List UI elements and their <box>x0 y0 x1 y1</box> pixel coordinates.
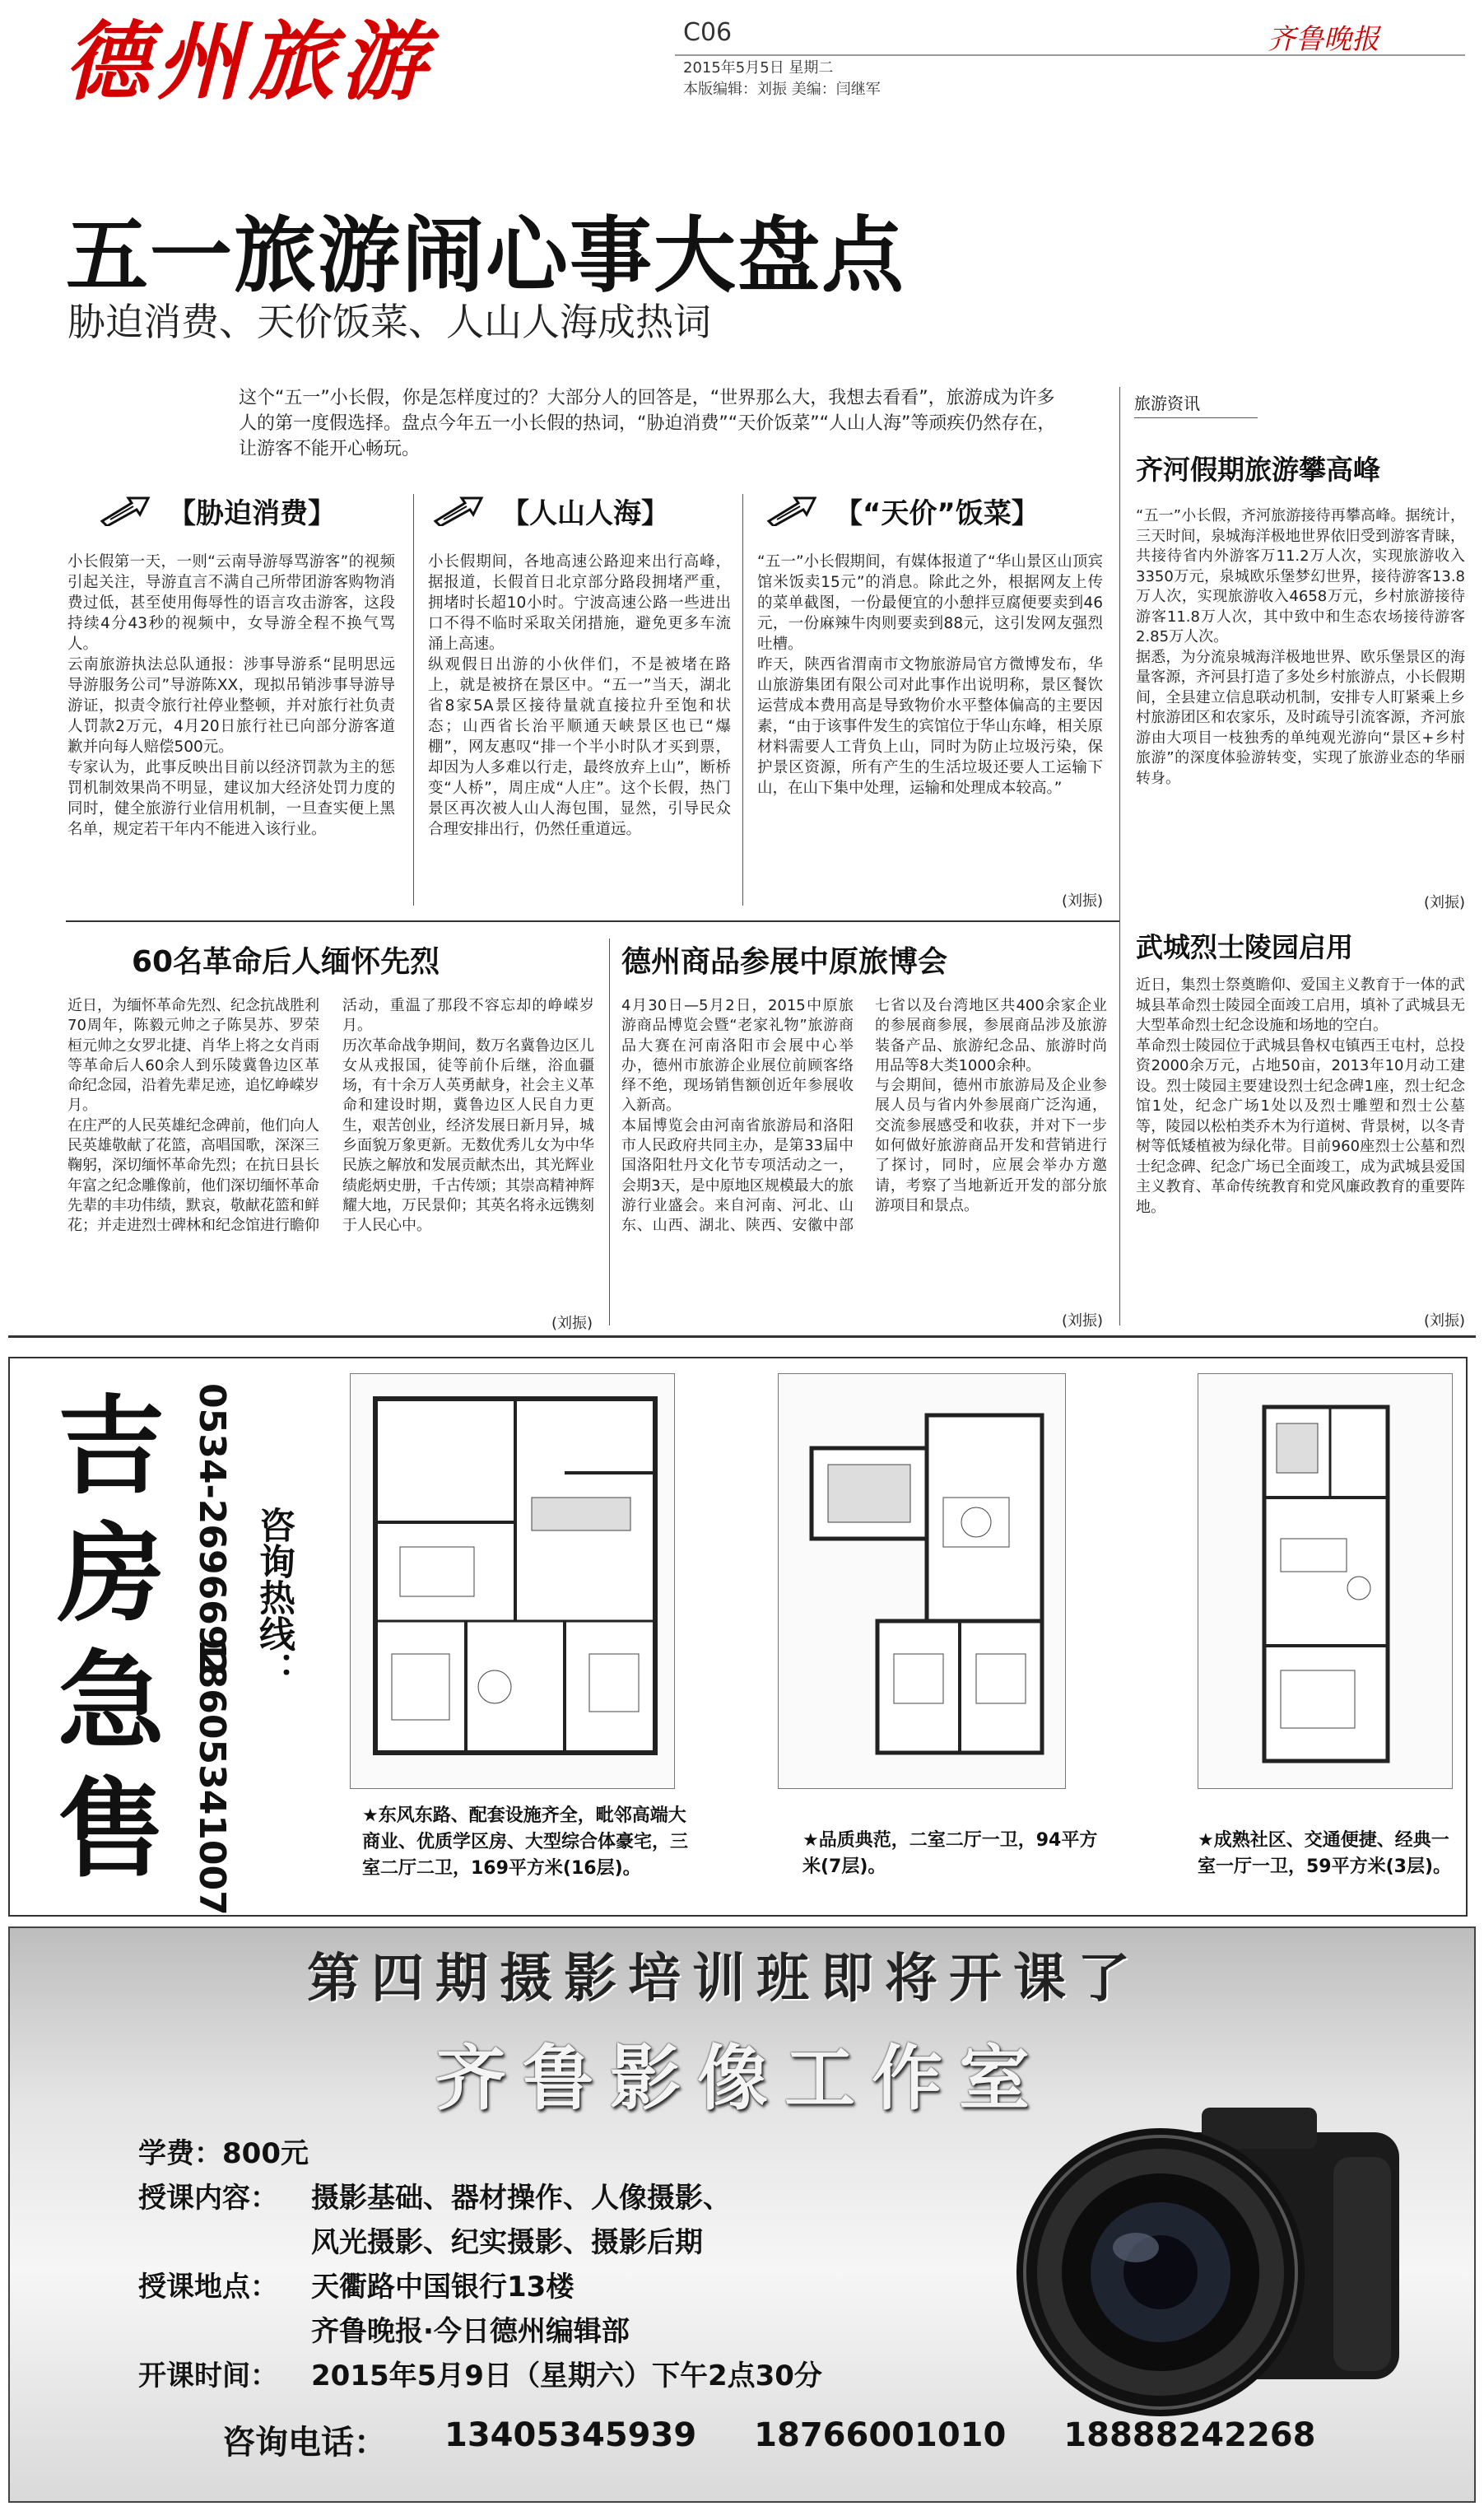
martyrs-story-title: 60名革命后人缅怀先烈 <box>132 945 440 979</box>
section-logo: 德州旅游 <box>64 12 434 112</box>
byline: (刘振) <box>551 1315 593 1332</box>
column-divider <box>609 939 610 1325</box>
floor-plan-drawing <box>351 1374 676 1790</box>
byline: (刘振) <box>1061 1312 1103 1330</box>
floor-plan-1 <box>350 1373 675 1789</box>
plan-caption: ★成熟社区、交通便捷、经典一室一厅一卫，59平方米(3层)。 <box>1198 1830 1452 1877</box>
paper-logo: 齐鲁晚报 <box>1268 23 1379 56</box>
arrow-icon <box>432 495 485 526</box>
location-line-2: 齐鲁晚报·今日德州编辑部 <box>311 2315 630 2348</box>
time-value: 2015年5月9日（星期六）下午2点30分 <box>311 2360 822 2392</box>
sidebar-story2-body: 近日，集烈士祭奠瞻仰、爱国主义教育于一体的武城县革命烈士陵园全面竣工启用，填补了武城县无大型革命烈士纪念设施和场地的空白。 革命烈士陵园位于武城县鲁权屯镇西王屯村，总投资2000余万元，占地50亩，2013年10月动工建设。烈士陵园主要建设烈士纪念碑1座，烈士纪念馆1处，纪念广场1处以及烈士雕塑和烈士公墓等，陵园以松柏类乔木为行道树、背景树，以冬青树等低矮植被为绿化带。目前960座烈士公墓和烈士纪念碑、纪念广场已全面竣工，成为武城县爱国主义教育、革命传统教育和党风廉政教育的重要阵地。 <box>1136 976 1465 1216</box>
expo-story-body: 4月30日—5月2日，2015中原旅游商品博览会暨“老家礼物”旅游商品大赛在河南洛阳市会展中心举办，德州市旅游企业展位前顾客络绎不绝，现场销售额创近年参展收入新高。 本届博览会由河南省旅游局和洛阳市人民政府共同主办，是第33届中国洛阳牡丹文化节专项活动之一，会期3天，是中原地区规模最大的旅游行业盛会。来自河南、河北、山东、山西、湖北、陕西、安徽中部七省以及台湾地区共400余家企业的参展商参展，参展商品涉及旅游装备产品、旅游纪念品、旅游时尚用品等8大类1000余种。 与会期间，德州市旅游局及企业参展人员与省内外参展商广泛沟通，交流参展感受和收获，并对下一步如何做好旅游商品开发和营销进行了探讨，同时，应展会举办方邀请，考察了当地新近开发的部分旅游项目和景点。 <box>621 997 1107 1235</box>
column-divider <box>413 494 414 906</box>
section-body-coercion: 小长假第一天，一则“云南导游辱骂游客”的视频引起关注，导游直言不满自己所带团游客购物消费过低，甚至使用侮辱性的语言攻击游客，这段持续4分43秒的视频中，女导游全程不换气骂人。 云南旅游执法总队通报：涉事导游系“昆明思远导游服务公司”导游陈XX，现拟吊销涉事导游导游证，拟责令旅行社停业整顿，并对旅行社负责人罚款2万元，4月20日旅行社已向部分游客道歉并向每人赔偿500元。 专家认为，此事反映出目前以经济罚款为主的惩罚机制效果尚不明显，建议加大经济处罚力度的同时，健全旅游行业信用机制，一旦查实便上黑名单，规定若干年内不能进入该行业。 <box>67 553 395 838</box>
masthead-meta <box>683 58 897 100</box>
floor-plan-3 <box>1198 1373 1453 1789</box>
sidebar-story1-body: “五一”小长假，齐河旅游接待再攀高峰。据统计，三天时间，泉城海洋极地世界依旧受到游客青睐，共接待省内外游客万11.2万人次，实现旅游收入3350万元，泉城欧乐堡梦幻世界，接待游客13.8万人次，实现旅游收入4658万元，乡村旅游接待游客11.8万人次，其中致中和生态农场接待游客2.85万人次。 据悉，为分流泉城海洋极地世界、欧乐堡景区的海量客源，齐河县打造了多处乡村旅游点，小长假期间，全县建立信息联动机制，安排专人盯紧乘上乡村旅游团区和农家乐，及时疏导引流客源，齐河旅游由大项目一枝独秀的单纯观光游向“景区+乡村旅游”的深度体验游转变，实现了旅游业态的华丽转身。 <box>1136 507 1465 787</box>
section-heading-label: 【人山人海】 <box>501 496 669 530</box>
content-label: 授课内容： <box>138 2182 278 2215</box>
column-divider <box>1119 387 1120 1325</box>
byline: (刘振) <box>1061 892 1103 910</box>
sidebar-tag: 旅游资讯 <box>1134 390 1258 418</box>
plan-caption: ★品质典范，二室二厅一卫，94平方米(7层)。 <box>802 1830 1098 1877</box>
phone-secondary: 18605341007 <box>191 1638 233 1916</box>
date-line: 2015年5月5日 星期二 <box>683 59 834 77</box>
ad-big-char: 急 <box>57 1639 165 1764</box>
section-heading-coercion <box>99 487 370 533</box>
floor-plan-drawing <box>1198 1374 1454 1790</box>
time-label: 开课时间： <box>138 2360 278 2392</box>
phone-label: 咨询电话： <box>222 2424 387 2462</box>
hotline-label: 咨询热线： <box>253 1507 295 1688</box>
content-line-2: 风光摄影、纪实摄影、摄影后期 <box>311 2226 703 2259</box>
location-line-1: 天衢路中国银行13楼 <box>311 2271 575 2304</box>
column-divider <box>742 494 743 906</box>
sidebar-story2-title: 武城烈士陵园启用 <box>1136 931 1353 963</box>
section-heading-pricey-food <box>765 487 1045 533</box>
ads-rule <box>8 1335 1476 1338</box>
plan-caption: ★东风东路、配套设施齐全，毗邻高端大商业、优质学区房、大型综合体豪宅，三室二厅二卫，169平方米(16层)。 <box>362 1805 689 1879</box>
martyrs-story-body: 近日，为缅怀革命先烈、纪念抗战胜利70周年，陈毅元帅之子陈昊苏、罗荣桓元帅之女罗北捷、肖华上将之女肖雨等革命后人60余人到乐陵冀鲁边区革命纪念园，沿着先辈足迹，追忆峥嵘岁月。 在庄严的人民英雄纪念碑前，他们向人民英雄敬献了花篮，高唱国歌，深深三鞠躬，深切缅怀革命先烈；在抗日县长年富之纪念雕像前，他们深切缅怀革命先辈的丰功伟绩，默哀，敬献花篮和鲜花；并走进烈士碑林和纪念馆进行瞻仰活动，重温了那段不容忘却的峥嵘岁月。 历次革命战争期间，数万名冀鲁边区儿女从戎报国，徒等前仆后继，浴血疆场，有十余万人英勇献身，社会主义革命和建设时期，冀鲁边区人民自力更生，艰苦创业，经济发展日新月异，城乡面貌万象更新。无数优秀儿女为中华民族之解放和发展贡献杰出，其光辉业绩彪炳史册，千古传颂；其崇高精神辉耀大地，万民景仰；其英名将永远镌刻于人民心中。 <box>67 997 594 1235</box>
section-heading-label: 【“天价”饭菜】 <box>835 496 1040 530</box>
page-subheadline: 胁迫消费、天价饭菜、人山人海成热词 <box>67 300 711 344</box>
expo-story-title: 德州商品参展中原旅博会 <box>621 945 948 979</box>
camera-icon <box>889 2075 1416 2420</box>
section-body-pricey-food: “五一”小长假期间，有媒体报道了“华山景区山顶宾馆米饭卖15元”的消息。除此之外，根据网友上传的菜单截图，一份最便宜的小憩拌豆腐便要卖到46元，一份麻辣牛肉则要卖到88元，这引发网友强烈吐槽。 昨天，陕西省渭南市文物旅游局官方微博发布，华山旅游集团有限公司对此事作出说明称，景区餐饮运营成本费用高是导致物价水平整体偏高的主要因素，“由于该事件发生的宾馆位于华山东峰，相关原材料需要人工背负上山，同时为防止垃圾污染，保护景区资源，所有产生的生活垃圾还要人工运输下山，在山下集中处理，运输和处理成本较高。” <box>757 553 1103 797</box>
studio-name: 齐鲁影像工作室 <box>435 2038 1046 2120</box>
location-label: 授课地点： <box>138 2271 278 2304</box>
floor-plan-drawing <box>779 1374 1067 1790</box>
arrow-icon <box>765 495 818 526</box>
byline: (刘振) <box>1423 894 1465 911</box>
editors-line: 本版编辑：刘振 美编：闫继军 <box>683 81 881 98</box>
camera-image <box>889 2075 1416 2420</box>
phone-primary: 0534-2696692 <box>191 1383 233 1676</box>
lead-paragraph: 这个“五一”小长假，你是怎样度过的？大部分人的回答是，“世界那么大，我想去看看”，旅游成为许多人的第一度假选择。盘点今年五一小长假的热词，“胁迫消费”“天价饭菜”“人山人海”等顽疾仍然存在，让游客不能开心畅玩。 <box>239 388 1056 459</box>
phone-list <box>222 2416 1316 2463</box>
phone-number: 13405345939 <box>444 2416 697 2454</box>
ad-big-char: 房 <box>57 1512 165 1637</box>
content-line-1: 摄影基础、器材操作、人像摄影、 <box>311 2182 731 2215</box>
page-number: C06 <box>683 18 733 47</box>
section-body-crowds: 小长假期间，各地高速公路迎来出行高峰，据报道，长假首日北京部分路段拥堵严重，拥堵时长超10小时。宁波高速公路一些进出口不得不临时采取关闭措施，避免更多车流涌上高速。 纵观假日出游的小伙伴们，不是被堵在路上，就是被挤在景区中。“五一”当天，湖北省8家5A景区接待量就直接拉升至饱和状态；山西省长治平顺通天峡景区也已“爆棚”，网友惠叹“排一个半小时队才买到票，却因为人多难以行走，最终放弃上山”，断桥变“人桥”，周庄成“人庄”。这个长假，热门景区再次被人山人海包围，显然，引导民众合理安排出行，仍然任重道远。 <box>428 553 731 838</box>
phone-number: 18766001010 <box>754 2416 1007 2454</box>
byline: (刘振) <box>1423 1312 1465 1330</box>
section-heading-crowds <box>432 487 704 533</box>
floor-plan-2 <box>778 1373 1066 1789</box>
ad-big-char: 售 <box>57 1767 165 1892</box>
arrow-icon <box>99 495 151 526</box>
photo-ad-title: 第四期摄影培训班即将开课了 <box>307 1949 1142 2010</box>
section-rule <box>66 920 1119 922</box>
section-heading-label: 【胁迫消费】 <box>168 496 336 530</box>
phone-number: 18888242268 <box>1063 2416 1316 2454</box>
ad-big-char: 吉 <box>57 1384 165 1509</box>
page-headline: 五一旅游闹心事大盘点 <box>66 207 905 304</box>
fee-line: 学费：800元 <box>138 2137 309 2170</box>
sidebar-story1-title: 齐河假期旅游攀高峰 <box>1136 454 1380 486</box>
